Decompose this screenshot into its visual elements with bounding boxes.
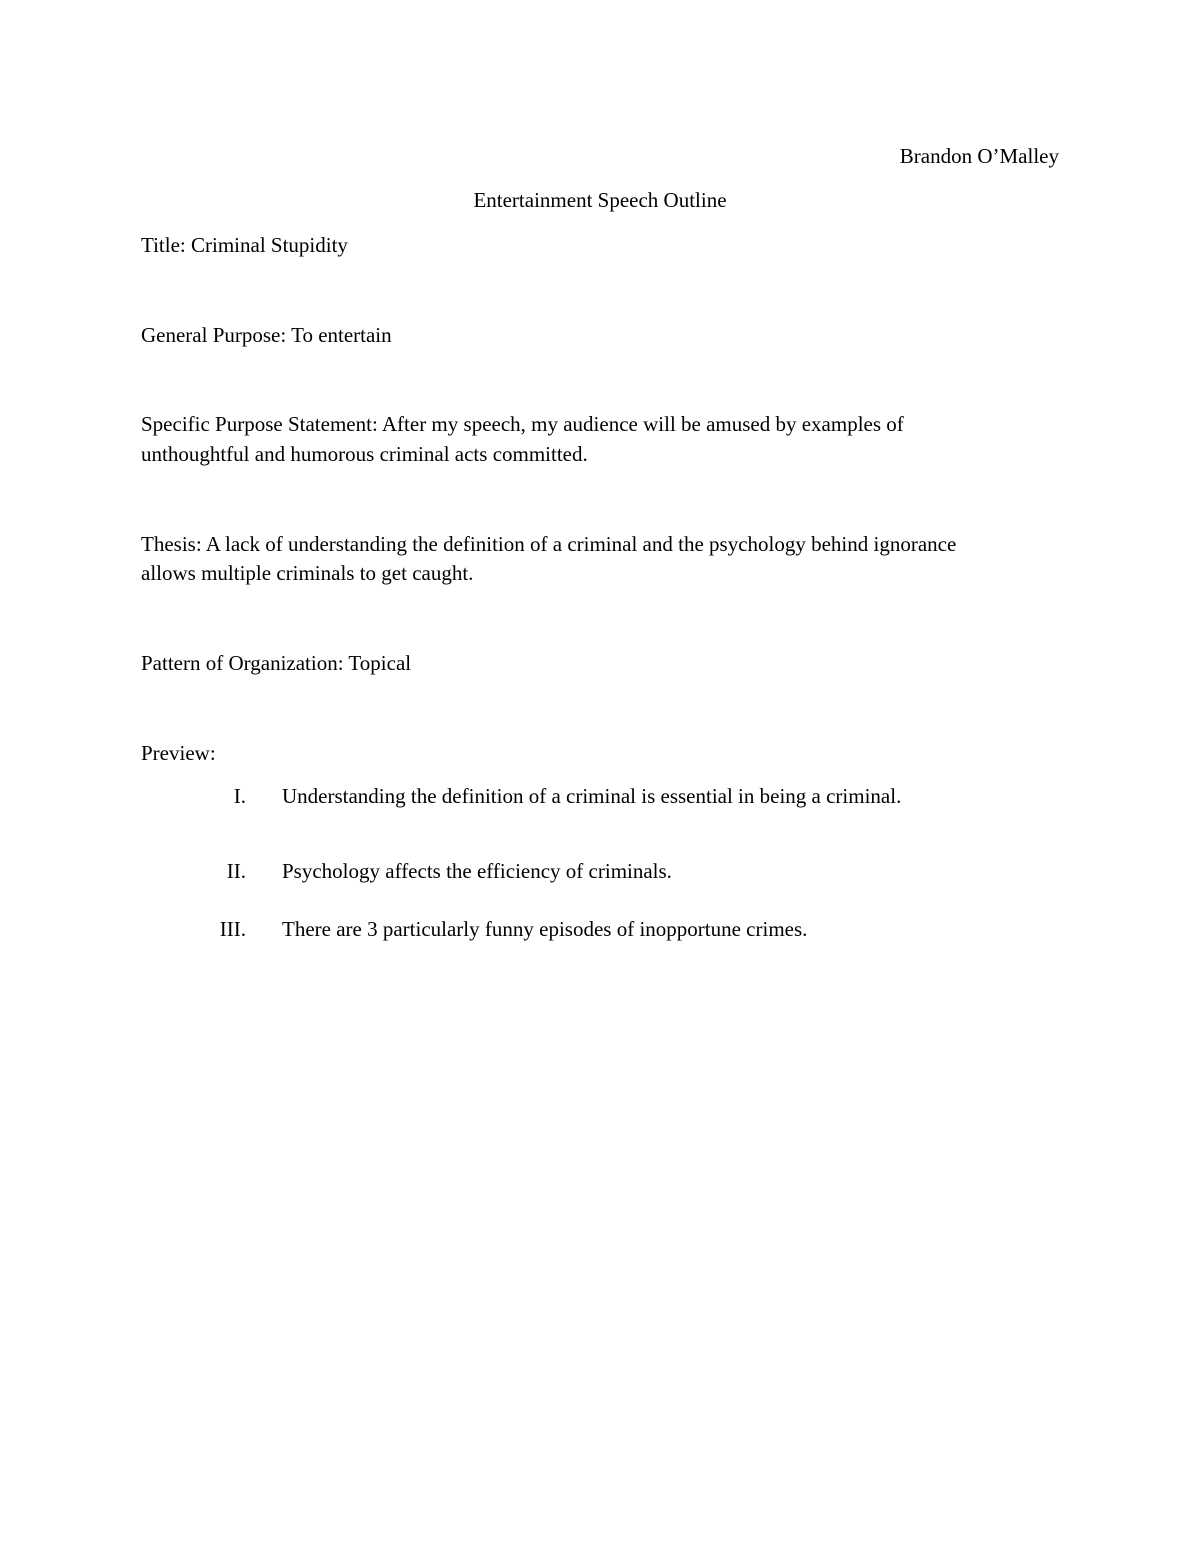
preview-numeral: I. <box>233 784 246 808</box>
thesis-line-2: allows multiple criminals to get caught. <box>141 561 474 585</box>
preview-numeral: II. <box>226 859 246 883</box>
preview-label: Preview: <box>141 741 216 765</box>
preview-text: Understanding the definition of a criminal is essential in being a criminal. <box>282 784 902 808</box>
preview-text: There are 3 particularly funny episodes of inopportune crimes. <box>282 917 808 941</box>
specific-purpose-line-2: unthoughtful and humorous criminal acts committed. <box>141 442 588 466</box>
preview-numeral: III. <box>219 917 246 941</box>
thesis-line-1: Thesis: A lack of understanding the definition of a criminal and the psychology behind ignorance <box>141 532 957 556</box>
specific-purpose-line-1: Specific Purpose Statement: After my speech, my audience will be amused by examples of <box>141 412 904 436</box>
preview-item <box>141 781 1061 811</box>
author-name: Brandon O’Malley <box>899 144 1059 168</box>
general-purpose: General Purpose: To entertain <box>141 323 392 347</box>
preview-text: Psychology affects the efficiency of criminals. <box>282 859 672 883</box>
preview-item <box>141 856 1061 886</box>
speech-title: Title: Criminal Stupidity <box>141 233 348 257</box>
document-heading: Entertainment Speech Outline <box>473 188 727 212</box>
pattern-of-organization: Pattern of Organization: Topical <box>141 651 412 675</box>
preview-item <box>141 914 1061 944</box>
